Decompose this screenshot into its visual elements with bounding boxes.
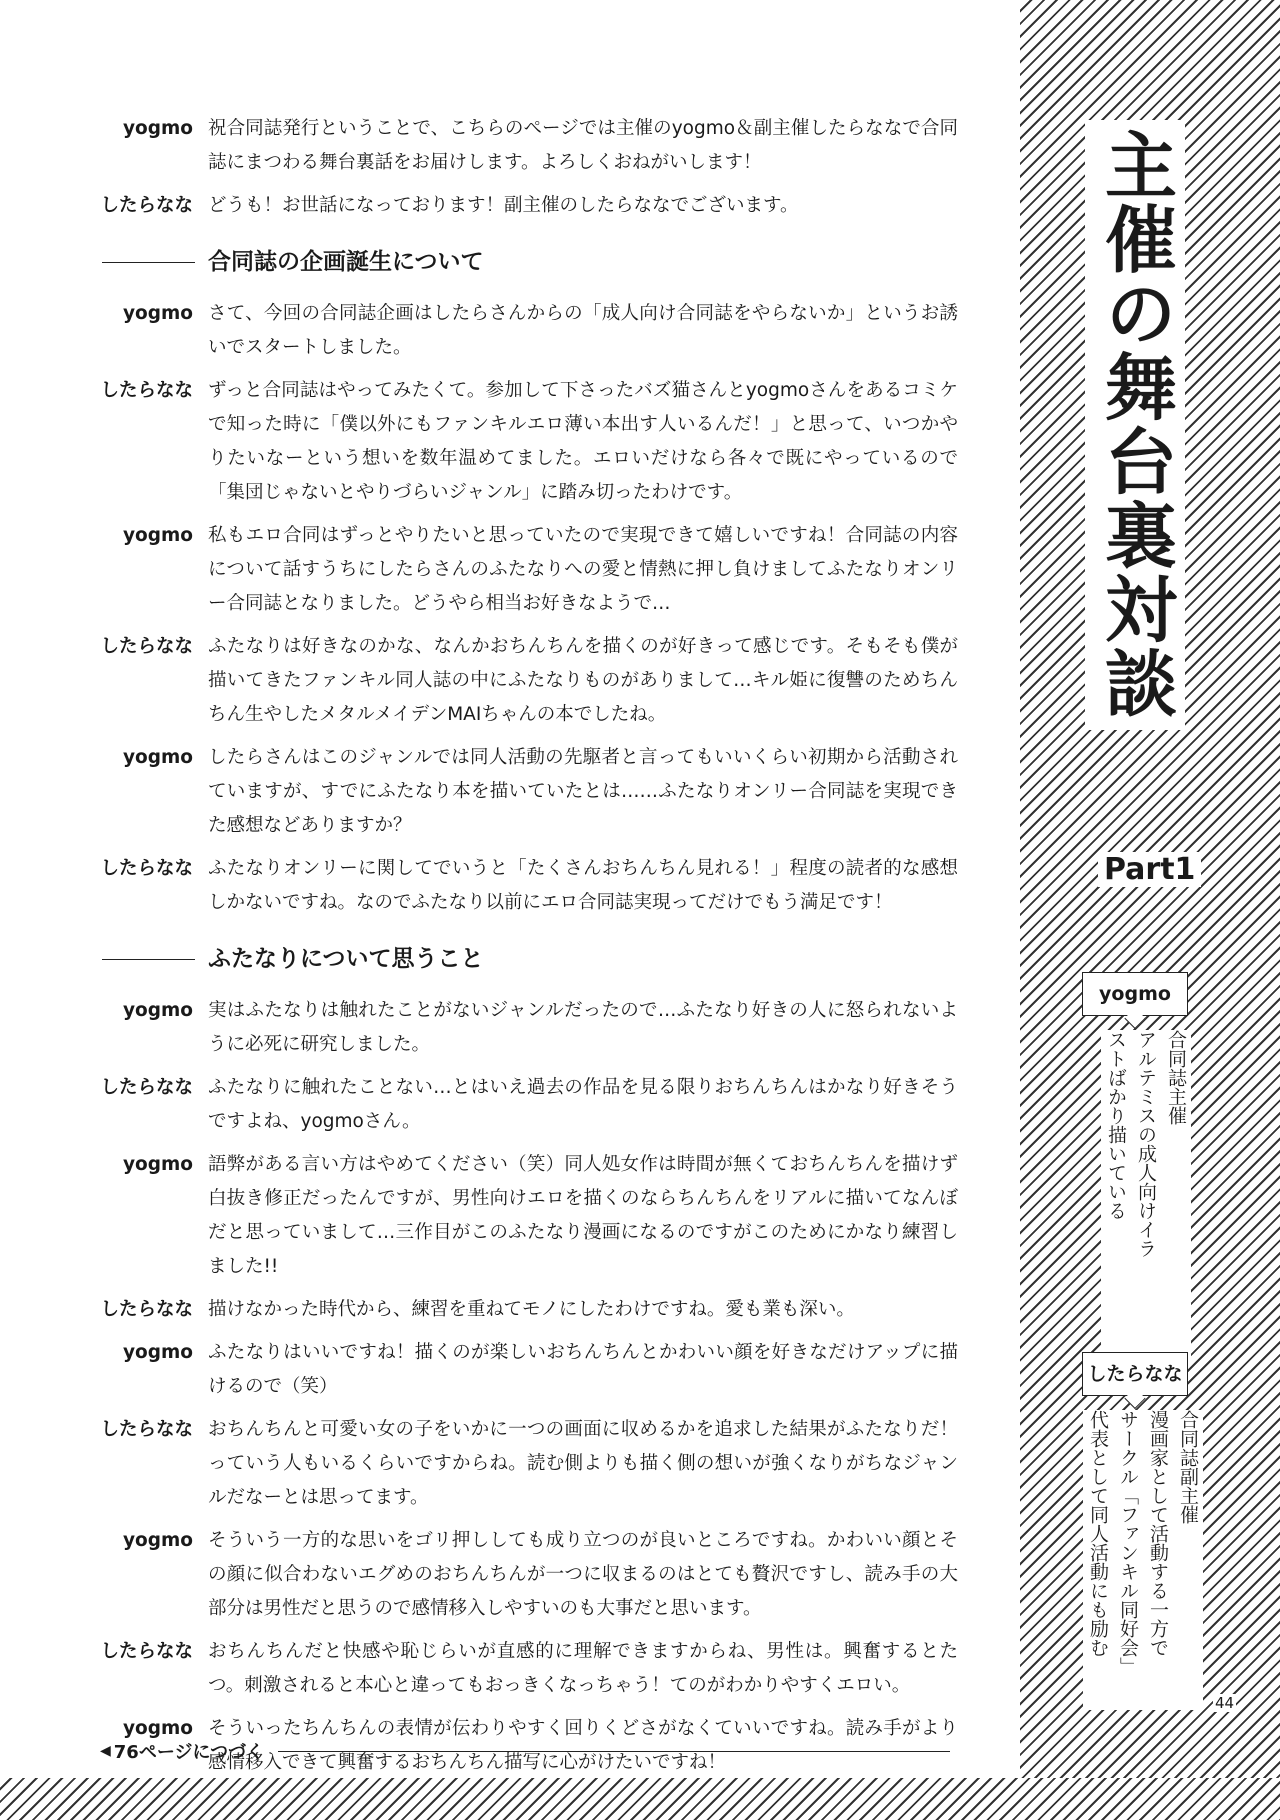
dialogue-text: そういう一方的な思いをゴリ押ししても成り立つのが良いところですね。かわいい顔とその顔に似合わないエグめのおちんちんが一つに収まるのはとても贅沢ですし、読み手の大部分は男性だと思うので感情移入しやすいのも大事だと思います。 bbox=[208, 1530, 958, 1619]
speaker-name: したらなな bbox=[100, 858, 193, 879]
section-heading-text: ふたなりについて思うこと bbox=[208, 946, 484, 972]
dialogue-entry bbox=[0, 852, 1000, 920]
speaker-name: したらなな bbox=[100, 1641, 193, 1662]
footer-rule bbox=[278, 1751, 950, 1752]
profile-line: 合同誌主催 bbox=[1165, 1030, 1187, 1125]
speaker-name: したらなな bbox=[100, 195, 193, 216]
speaker-name: yogmo bbox=[123, 1154, 193, 1175]
speaker-name: yogmo bbox=[123, 1718, 193, 1739]
speaker-name: したらなな bbox=[100, 380, 193, 401]
dialogue-entry bbox=[0, 1336, 1000, 1404]
speaker-name: yogmo bbox=[123, 1530, 193, 1551]
speaker-name: yogmo bbox=[123, 1000, 193, 1021]
section-heading-text: 合同誌の企画誕生について bbox=[208, 249, 484, 275]
dialogue-text: ずっと合同誌はやってみたくて。参加して下さったバズ猫さんとyogmoさんをあるコミケで知った時に「僕以外にもファンキルエロ薄い本出す人いるんだ！」と思って、いつかやりたいなーという想いを数年温めてました。エロいだけなら各々で既にやっているので「集団じゃないとやりづらいジャンル」に踏み切ったわけです。 bbox=[208, 380, 958, 503]
interview-body bbox=[0, 112, 1000, 1789]
profile-text-yogmo bbox=[1101, 1030, 1191, 1360]
profile-line: アルテミスの成人向けイラ bbox=[1135, 1030, 1157, 1258]
dialogue-text: 語弊がある言い方はやめてください（笑）同人処女作は時間が無くておちんちんを描けず白抜き修正だったんですが、男性向けエロを描くのならちんちんをリアルに描いてなんぼだと思っていまして…三作目がこのふたなり漫画になるのですがこのためにかなり練習しました!! bbox=[208, 1154, 958, 1277]
profile-line: ストばかり描いている bbox=[1105, 1030, 1127, 1220]
profile-label-yogmo: yogmo bbox=[1082, 972, 1188, 1016]
dialogue-text: おちんちんと可愛い女の子をいかに一つの画面に収めるかを追求した結果がふたなりだ！っていう人もいるくらいですからね。読む側よりも描く側の想いが強くなりがちなジャンルだなーとは思ってます。 bbox=[208, 1419, 958, 1508]
continued-footer bbox=[100, 1738, 950, 1764]
profile-label-shitaranana: したらなな bbox=[1082, 1352, 1188, 1396]
profile-line: サークル「ファンキル同好会」 bbox=[1117, 1410, 1139, 1676]
dialogue-text: 祝合同誌発行ということで、こちらのページでは主催のyogmo＆副主催したらななで合同誌にまつわる舞台裏話をお届けします。よろしくおねがいします！ bbox=[208, 118, 958, 173]
section-heading bbox=[0, 942, 1000, 976]
dialogue-entry bbox=[0, 1148, 1000, 1284]
dialogue-text: ふたなりオンリーに関してでいうと「たくさんおちんちん見れる！」程度の読者的な感想しかないですね。なのでふたなり以前にエロ合同誌実現ってだけでもう満足です！ bbox=[208, 858, 958, 913]
continued-text: 76ページにつづく bbox=[113, 1742, 265, 1763]
speaker-name: yogmo bbox=[123, 747, 193, 768]
dialogue-text: したらさんはこのジャンルでは同人活動の先駆者と言ってもいいくらい初期から活動されていますが、すでにふたなり本を描いていたとは……ふたなりオンリー合同誌を実現できた感想などありますか？ bbox=[208, 747, 958, 836]
profile-line: 漫画家として活動する一方で bbox=[1147, 1410, 1169, 1657]
speaker-name: yogmo bbox=[123, 1342, 193, 1363]
speaker-name: yogmo bbox=[123, 525, 193, 546]
page-title: 主催の舞台裏対談 bbox=[1093, 128, 1177, 720]
dialogue-text: ふたなりは好きなのかな、なんかおちんちんを描くのが好きって感じです。そもそも僕が描いてきたファンキル同人誌の中にふたなりものがありまして…キル姫に復讐のためちんちん生やしたメタルメイデンMAIちゃんの本でしたね。 bbox=[208, 636, 958, 725]
speaker-name: したらなな bbox=[100, 636, 193, 657]
section-heading bbox=[0, 245, 1000, 279]
dialogue-entry bbox=[0, 1524, 1000, 1626]
dialogue-entry bbox=[0, 189, 1000, 223]
dialogue-entry bbox=[0, 297, 1000, 365]
dialogue-entry bbox=[0, 1413, 1000, 1515]
dialogue-entry bbox=[0, 112, 1000, 180]
left-triangle-icon: ◀ bbox=[100, 1743, 111, 1759]
dialogue-text: おちんちんだと快感や恥じらいが直感的に理解できますからね、男性は。興奮するとたつ。刺激されると本心と違ってもおっきくなっちゃう！てのがわかりやすくエロい。 bbox=[208, 1641, 958, 1696]
speaker-name: したらなな bbox=[100, 1077, 193, 1098]
dialogue-text: ふたなりはいいですね！描くのが楽しいおちんちんとかわいい顔を好きなだけアップに描けるので（笑） bbox=[208, 1342, 958, 1397]
profile-line: 代表として同人活動にも励む bbox=[1087, 1410, 1109, 1657]
speaker-name: yogmo bbox=[123, 118, 193, 139]
profile-text-shitaranana bbox=[1083, 1410, 1203, 1710]
part-label: Part1 bbox=[1098, 852, 1201, 887]
dialogue-entry bbox=[0, 994, 1000, 1062]
dialogue-text: ふたなりに触れたことない…とはいえ過去の作品を見る限りおちんちんはかなり好きそうですよね、yogmoさん。 bbox=[208, 1077, 958, 1132]
dialogue-text: そういったちんちんの表情が伝わりやすく回りくどさがなくていいですね。読み手がより感情移入できて興奮するおちんちん描写に心がけたいですね！ bbox=[208, 1718, 958, 1773]
dialogue-text: 描けなかった時代から、練習を重ねてモノにしたわけですね。愛も業も深い。 bbox=[208, 1299, 855, 1320]
speaker-name: したらなな bbox=[100, 1419, 193, 1440]
dialogue-entry bbox=[0, 1635, 1000, 1703]
dialogue-text: どうも！お世話になっております！副主催のしたらななでございます。 bbox=[208, 195, 799, 216]
speaker-name: yogmo bbox=[123, 303, 193, 324]
dialogue-entry bbox=[0, 1293, 1000, 1327]
heading-rule bbox=[102, 959, 195, 960]
title-box bbox=[1085, 120, 1185, 730]
dialogue-text: 私もエロ合同はずっとやりたいと思っていたので実現できて嬉しいですね！合同誌の内容について話すうちにしたらさんのふたなりへの愛と情熱に押し負けましてふたなりオンリー合同誌となりました。どうやら相当お好きなようで… bbox=[208, 525, 958, 614]
dialogue-entry bbox=[0, 374, 1000, 510]
dialogue-entry bbox=[0, 741, 1000, 843]
dialogue-text: 実はふたなりは触れたことがないジャンルだったので…ふたなり好きの人に怒られないように必死に研究しました。 bbox=[208, 1000, 958, 1055]
heading-rule bbox=[102, 262, 195, 263]
dialogue-entry bbox=[0, 1071, 1000, 1139]
dialogue-text: さて、今回の合同誌企画はしたらさんからの「成人向け合同誌をやらないか」というお誘いでスタートしました。 bbox=[208, 303, 958, 358]
speaker-name: したらなな bbox=[100, 1299, 193, 1320]
profile-line: 合同誌副主催 bbox=[1177, 1410, 1199, 1524]
page-number: 44 bbox=[1215, 1694, 1235, 1712]
dialogue-entry bbox=[0, 519, 1000, 621]
dialogue-entry bbox=[0, 630, 1000, 732]
